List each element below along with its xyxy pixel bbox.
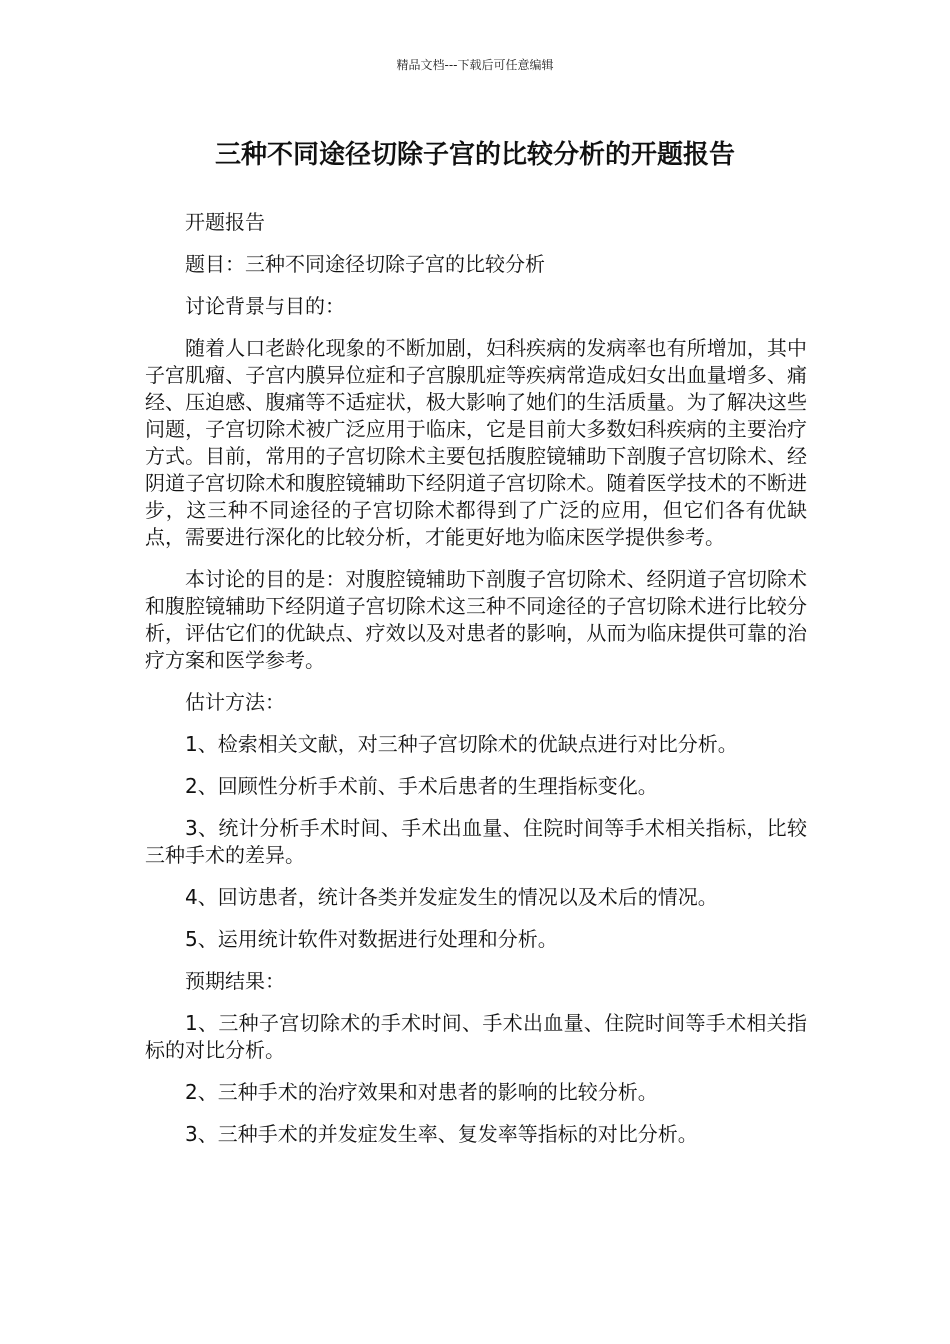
report-label: 开题报告 <box>185 210 265 234</box>
method-item: 5、运用统计软件对数据进行处理和分析。 <box>185 927 558 951</box>
result-item: 3、三种手术的并发症发生率、复发率等指标的对比分析。 <box>185 1122 698 1146</box>
section-heading-background: 讨论背景与目的： <box>185 294 345 318</box>
topic-line: 题目：三种不同途径切除子宫的比较分析 <box>185 252 545 276</box>
method-item: 3、统计分析手术时间、手术出血量、住院时间等手术相关指标，比较三种手术的差异。 <box>145 816 807 867</box>
method-item: 4、回访患者，统计各类并发症发生的情况以及术后的情况。 <box>185 885 718 909</box>
purpose-paragraph: 本讨论的目的是：对腹腔镜辅助下剖腹子宫切除术、经阴道子宫切除术和腹腔镜辅助下经阴道子宫切除术这三种不同途径的子宫切除术进行比较分析，评估它们的优缺点、疗效以及对患者的影响，从而为临床提供可靠的治疗方案和医学参考。 <box>145 567 807 672</box>
document-title: 三种不同途径切除子宫的比较分析的开题报告 <box>214 140 735 170</box>
result-item: 1、三种子宫切除术的手术时间、手术出血量、住院时间等手术相关指标的对比分析。 <box>145 1011 807 1062</box>
section-heading-methods: 估计方法： <box>185 690 285 714</box>
background-paragraph: 随着人口老龄化现象的不断加剧，妇科疾病的发病率也有所增加，其中子宫肌瘤、子宫内膜异位症和子宫腺肌症等疾病常造成妇女出血量增多、痛经、压迫感、腹痛等不适症状，极大影响了她们的生活质量。为了解决这些问题，子宫切除术被广泛应用于临床，它是目前大多数妇科疾病的主要治疗方式。目前，常用的子宫切除术主要包括腹腔镜辅助下剖腹子宫切除术、经阴道子宫切除术和腹腔镜辅助下经阴道子宫切除术。随着医学技术的不断进步，这三种不同途径的子宫切除术都得到了广泛的应用，但它们各有优缺点，需要进行深化的比较分析，才能更好地为临床医学提供参考。 <box>145 336 807 549</box>
document-body <box>145 209 807 1163</box>
header-note: 精品文档---下载后可任意编辑 <box>396 58 554 72</box>
method-item: 1、检索相关文献，对三种子宫切除术的优缺点进行对比分析。 <box>185 732 738 756</box>
result-item: 2、三种手术的治疗效果和对患者的影响的比较分析。 <box>185 1080 658 1104</box>
method-item: 2、回顾性分析手术前、手术后患者的生理指标变化。 <box>185 774 658 798</box>
section-heading-results: 预期结果： <box>185 969 285 993</box>
